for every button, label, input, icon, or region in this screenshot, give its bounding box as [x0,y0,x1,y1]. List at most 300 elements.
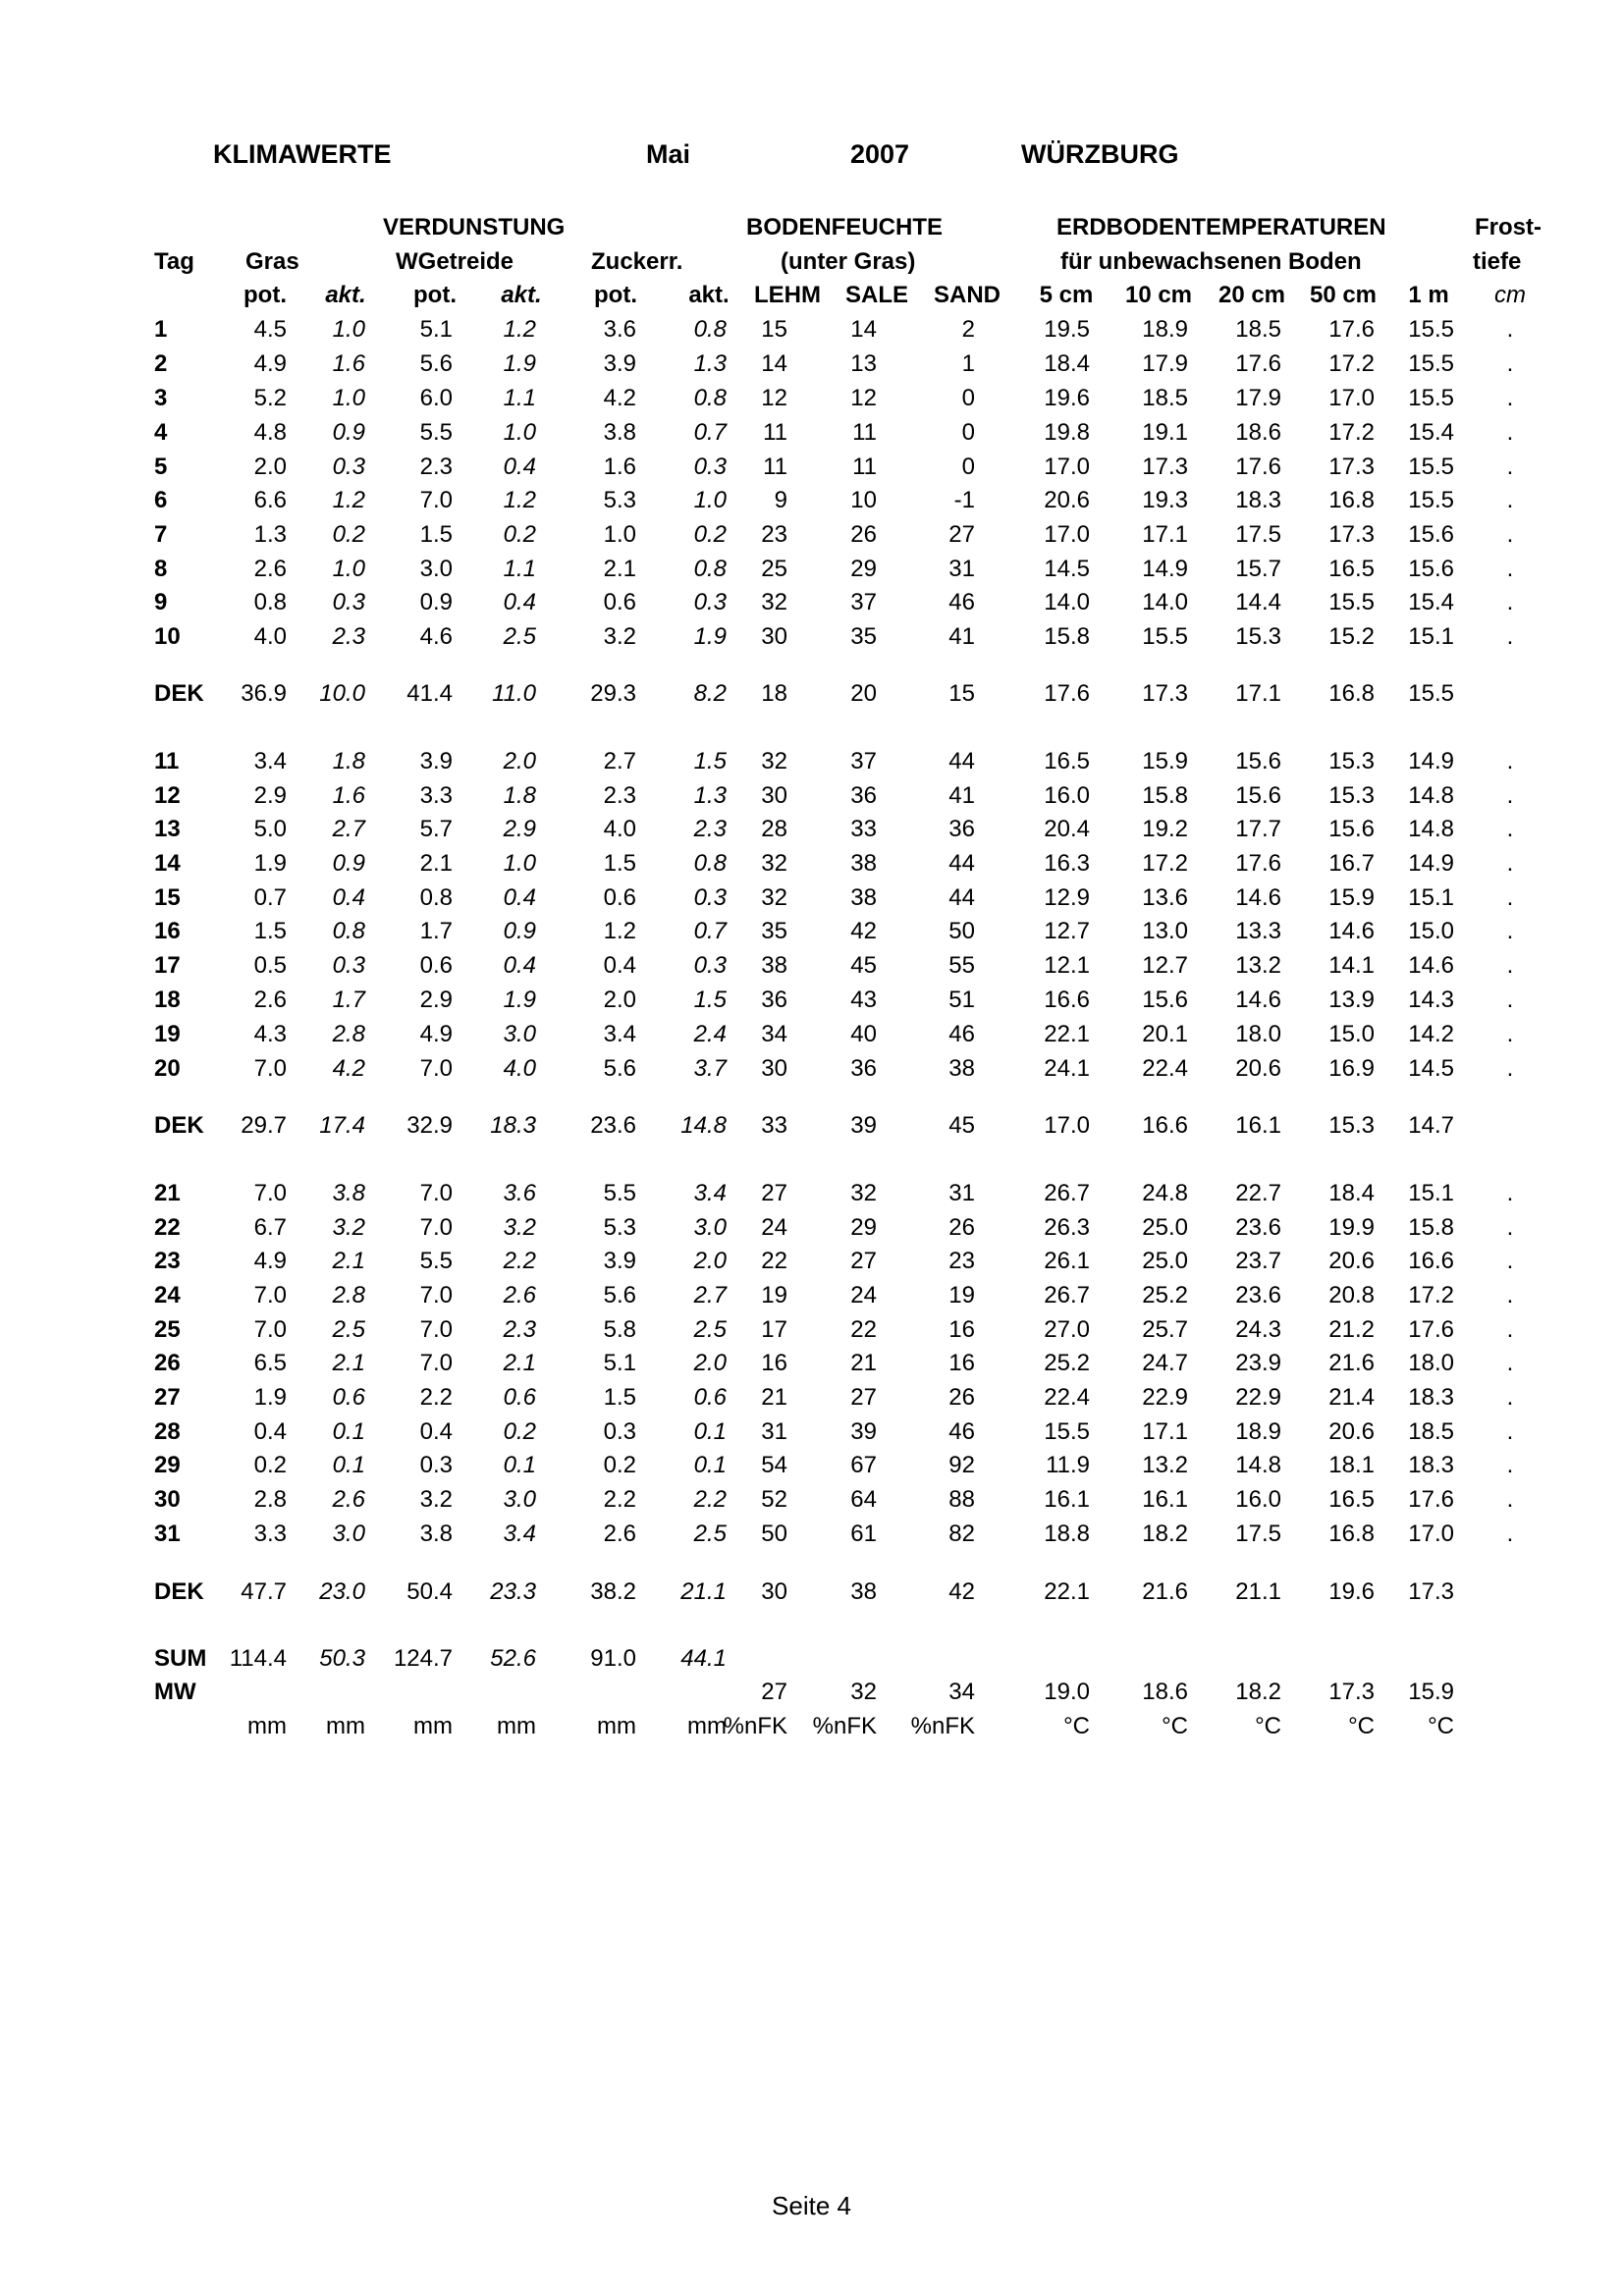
table-cell: 5.3 [603,487,636,513]
row-label: MW [154,1679,196,1705]
table-cell: 44 [948,884,975,911]
table-cell: 27.0 [1044,1316,1090,1343]
table-cell: 20.6 [1044,487,1090,513]
table-cell: 17.1 [1235,680,1281,707]
table-cell: 46 [948,589,975,615]
table-cell: . [1506,1452,1514,1478]
table-cell: 38 [850,1578,877,1605]
table-cell: 3.0 [503,1021,536,1047]
table-cell: 21 [850,1350,877,1376]
table-cell: 55 [948,952,975,979]
table-cell: 0.4 [419,1418,453,1445]
table-cell: 1 [961,350,975,377]
table-cell: 19 [948,1282,975,1308]
table-cell: 25.0 [1142,1248,1188,1274]
column-header-12: 50 cm [1309,282,1378,308]
table-cell: 39 [850,1112,877,1139]
table-cell: 12.9 [1044,884,1090,911]
table-cell: 11 [763,454,787,480]
table-cell: 1.5 [603,1384,636,1411]
doc-year: 2007 [850,139,910,169]
table-cell: 1.7 [419,918,453,944]
table-cell: 13.3 [1235,918,1281,944]
table-cell: 2.0 [253,454,287,480]
row-label: 2 [154,350,168,377]
header-verdunstung: VERDUNSTUNG [383,214,566,240]
table-cell: 37 [850,748,877,774]
table-cell: 19.6 [1044,385,1090,411]
table-cell: 0.6 [332,1384,365,1411]
table-cell: 33 [850,816,877,842]
table-cell: 12.7 [1044,918,1090,944]
table-cell: 1.3 [253,521,287,548]
table-cell: 15.3 [1328,782,1375,809]
table-cell: 36 [948,816,975,842]
table-cell: 2.3 [332,623,365,650]
table-cell: 3.7 [693,1055,727,1082]
table-cell: 16.8 [1328,487,1375,513]
table-cell: 2.6 [503,1282,536,1308]
column-header-2: pot. [413,282,457,308]
row-label: 4 [154,419,168,446]
table-cell: 21.6 [1328,1350,1375,1376]
table-cell: 35 [761,918,787,944]
table-cell: 17.6 [1408,1316,1454,1343]
table-cell: 7.0 [253,1055,287,1082]
table-cell: 0.8 [332,918,365,944]
table-cell: 2.2 [503,1248,536,1274]
table-cell: 14.6 [1235,987,1281,1013]
table-cell: 42 [948,1578,975,1605]
table-cell: 2.0 [693,1350,727,1376]
table-cell: 46 [948,1021,975,1047]
table-cell: 20.6 [1328,1248,1375,1274]
table-cell: 5.6 [603,1055,636,1082]
table-cell: 0.8 [693,316,727,343]
table-cell: 20.1 [1142,1021,1188,1047]
table-cell: 1.3 [693,782,727,809]
table-cell: 22 [761,1248,787,1274]
table-cell: 15.8 [1142,782,1188,809]
table-cell: mm [687,1713,727,1739]
table-cell: . [1506,316,1514,343]
table-cell: 0.1 [693,1418,727,1445]
table-cell: 0 [961,419,975,446]
table-cell: 22.4 [1044,1384,1090,1411]
table-cell: 0.4 [503,589,536,615]
table-cell: . [1506,987,1514,1013]
table-cell: 3.4 [253,748,287,774]
table-cell: 36.9 [241,680,287,707]
table-cell: 23.3 [490,1578,536,1605]
table-cell: 0.7 [693,918,727,944]
table-cell: 17.6 [1328,316,1375,343]
table-cell: 14.6 [1408,952,1454,979]
table-cell: 2.0 [693,1248,727,1274]
table-cell: 50.4 [406,1578,453,1605]
table-cell: 0.2 [503,521,536,548]
table-cell: 0.9 [332,419,365,446]
table-cell: 15.3 [1328,1112,1375,1139]
table-cell: 15.0 [1328,1021,1375,1047]
table-cell: 3.3 [419,782,453,809]
table-cell: 30 [761,1055,787,1082]
column-header-1: akt. [325,282,366,308]
table-cell: 15.6 [1235,748,1281,774]
table-cell: 2.7 [332,816,365,842]
table-cell: 1.2 [603,918,636,944]
column-header-8: SAND [933,282,1001,308]
table-cell: 17.9 [1235,385,1281,411]
table-cell: 0.1 [332,1418,365,1445]
table-cell: %nFK [723,1713,787,1739]
table-cell: 0.5 [253,952,287,979]
table-cell: 23 [948,1248,975,1274]
table-cell: . [1506,1418,1514,1445]
table-cell: 1.5 [603,850,636,877]
table-cell: 18.3 [1408,1452,1454,1478]
table-cell: 1.5 [419,521,453,548]
table-cell: 2.9 [503,816,536,842]
table-cell: 14 [761,350,787,377]
table-cell: 22.1 [1044,1578,1090,1605]
table-cell: 18.5 [1235,316,1281,343]
row-label: 22 [154,1214,181,1241]
table-cell: 5.5 [419,419,453,446]
table-cell: 1.8 [503,782,536,809]
table-cell: 32 [761,850,787,877]
table-cell: 14.4 [1235,589,1281,615]
table-cell: 1.2 [503,316,536,343]
table-cell: 22.9 [1142,1384,1188,1411]
table-cell: 15.5 [1408,487,1454,513]
table-cell: . [1506,419,1514,446]
table-cell: 20 [850,680,877,707]
column-header-9: 5 cm [1039,282,1094,308]
table-cell: 2.5 [693,1521,727,1547]
table-cell: 5.1 [603,1350,636,1376]
table-cell: 5.8 [603,1316,636,1343]
table-cell: 19.2 [1142,816,1188,842]
table-cell: 16.5 [1328,556,1375,582]
table-cell: °C [1162,1713,1188,1739]
table-cell: 13.2 [1142,1452,1188,1478]
table-cell: 26 [948,1214,975,1241]
table-cell: 24.3 [1235,1316,1281,1343]
table-cell: 14.8 [1235,1452,1281,1478]
table-cell: 1.0 [503,419,536,446]
table-cell: 1.9 [253,1384,287,1411]
table-cell: 7.0 [419,1282,453,1308]
table-cell: °C [1348,1713,1375,1739]
table-cell: 3.8 [419,1521,453,1547]
table-cell: 1.1 [503,556,536,582]
table-cell: 17.2 [1328,350,1375,377]
table-cell: 21.2 [1328,1316,1375,1343]
row-label: 6 [154,487,168,513]
table-cell: -1 [953,487,975,513]
table-cell: . [1506,385,1514,411]
table-cell: 38 [761,952,787,979]
table-cell: 3.9 [419,748,453,774]
table-cell: 15.5 [1408,316,1454,343]
header-zuckerr: Zuckerr. [591,248,683,275]
table-cell: 3.0 [503,1486,536,1513]
table-cell: 5.5 [419,1248,453,1274]
table-cell: 2.7 [603,748,636,774]
table-cell: 7.0 [419,1350,453,1376]
table-cell: . [1506,521,1514,548]
table-cell: 16.3 [1044,850,1090,877]
table-cell: 2.3 [503,1316,536,1343]
table-cell: 17.3 [1328,1679,1375,1705]
table-cell: 27 [850,1248,877,1274]
table-cell: 42 [850,918,877,944]
row-label: 7 [154,521,168,548]
row-label: 20 [154,1055,181,1082]
table-cell: 13.9 [1328,987,1375,1013]
row-label: 31 [154,1521,181,1547]
table-cell: 2.1 [332,1248,365,1274]
table-cell: 0.1 [693,1452,727,1478]
table-cell: 4.8 [253,419,287,446]
table-cell: 15.1 [1408,1180,1454,1206]
table-cell: 32 [850,1180,877,1206]
table-cell: 4.9 [253,1248,287,1274]
table-cell: 26.3 [1044,1214,1090,1241]
table-cell: 16.6 [1142,1112,1188,1139]
header-gras: Gras [245,248,299,275]
table-cell: 0.3 [693,454,727,480]
table-cell: 15.4 [1408,419,1454,446]
row-label: 19 [154,1021,181,1047]
table-cell: 45 [948,1112,975,1139]
table-cell: 0.8 [693,850,727,877]
table-cell: 0.3 [693,952,727,979]
table-cell: mm [247,1713,287,1739]
table-cell: 18.6 [1235,419,1281,446]
table-cell: 22.4 [1142,1055,1188,1082]
table-cell: 31 [948,1180,975,1206]
table-cell: 3.0 [419,556,453,582]
table-cell: 7.0 [419,487,453,513]
table-cell: 1.0 [503,850,536,877]
table-cell: 1.6 [332,782,365,809]
table-cell: 92 [948,1452,975,1478]
table-cell: 17.1 [1142,521,1188,548]
table-cell: 12 [850,385,877,411]
table-cell: 1.0 [332,316,365,343]
table-cell: 5.1 [419,316,453,343]
table-cell: . [1506,1180,1514,1206]
table-cell: 19 [761,1282,787,1308]
table-cell: 2.4 [693,1021,727,1047]
table-cell: 14.0 [1142,589,1188,615]
table-cell: 41 [948,623,975,650]
table-cell: 2.3 [693,816,727,842]
table-cell: 26.7 [1044,1282,1090,1308]
table-cell: 15.8 [1408,1214,1454,1241]
table-cell: %nFK [812,1713,877,1739]
table-cell: 2.5 [503,623,536,650]
table-cell: 1.0 [603,521,636,548]
table-cell: 45 [850,952,877,979]
table-cell: 2 [961,316,975,343]
table-cell: 2.8 [332,1282,365,1308]
row-label: 12 [154,782,181,809]
table-cell: 4.6 [419,623,453,650]
table-cell: 50 [948,918,975,944]
row-label: DEK [154,1578,204,1605]
row-label: 23 [154,1248,181,1274]
doc-title: KLIMAWERTE [213,139,392,169]
row-label: 14 [154,850,181,877]
table-cell: 18.2 [1142,1521,1188,1547]
table-cell: 16.8 [1328,680,1375,707]
table-cell: 4.2 [332,1055,365,1082]
table-cell: °C [1063,1713,1090,1739]
table-cell: 18 [761,680,787,707]
table-cell: 23 [761,521,787,548]
table-cell: 34 [948,1679,975,1705]
table-cell: 2.1 [332,1350,365,1376]
table-cell: 17.2 [1142,850,1188,877]
table-cell: mm [413,1713,453,1739]
table-cell: 0.4 [503,454,536,480]
table-cell: 64 [850,1486,877,1513]
table-cell: 0.8 [693,385,727,411]
table-cell: 15.5 [1408,350,1454,377]
row-label: 28 [154,1418,181,1445]
table-cell: . [1506,918,1514,944]
row-label: 27 [154,1384,181,1411]
table-cell: 40 [850,1021,877,1047]
table-cell: . [1506,1214,1514,1241]
table-cell: 2.1 [419,850,453,877]
table-cell: 15.6 [1328,816,1375,842]
table-cell: 0.2 [603,1452,636,1478]
table-cell: . [1506,748,1514,774]
table-cell: 6.5 [253,1350,287,1376]
table-cell: 15.1 [1408,884,1454,911]
table-cell: 2.1 [603,556,636,582]
table-cell: 2.5 [332,1316,365,1343]
row-label: 10 [154,623,181,650]
table-cell: 17.6 [1408,1486,1454,1513]
table-cell: 0.9 [332,850,365,877]
table-cell: 0.6 [419,952,453,979]
table-cell: 7.0 [253,1180,287,1206]
table-cell: 7.0 [419,1055,453,1082]
table-cell: 15.0 [1408,918,1454,944]
table-cell: 54 [761,1452,787,1478]
table-cell: 17.1 [1142,1418,1188,1445]
table-cell: 20.6 [1328,1418,1375,1445]
table-cell: 17 [761,1316,787,1343]
table-cell: 16 [761,1350,787,1376]
table-cell: . [1506,350,1514,377]
table-cell: 1.9 [253,850,287,877]
table-cell: 18.3 [1408,1384,1454,1411]
table-cell: 18.3 [1235,487,1281,513]
table-cell: 14.6 [1235,884,1281,911]
table-cell: 11 [852,454,877,480]
table-cell: 7.0 [253,1316,287,1343]
table-cell: 2.5 [693,1316,727,1343]
table-cell: 24.8 [1142,1180,1188,1206]
table-cell: 17.6 [1235,850,1281,877]
table-cell: 52.6 [490,1645,536,1672]
table-cell: 50 [761,1521,787,1547]
table-cell: 13.6 [1142,884,1188,911]
table-cell: 16.0 [1044,782,1090,809]
table-cell: 0.1 [503,1452,536,1478]
table-cell: 15.6 [1235,782,1281,809]
table-cell: 20.4 [1044,816,1090,842]
table-cell: 4.9 [253,350,287,377]
table-cell: 23.7 [1235,1248,1281,1274]
table-cell: 4.2 [603,385,636,411]
table-cell: 3.9 [603,1248,636,1274]
table-cell: 24 [850,1282,877,1308]
table-cell: 32 [850,1679,877,1705]
table-cell: . [1506,623,1514,650]
table-cell: . [1506,850,1514,877]
table-cell: 2.9 [253,782,287,809]
table-cell: . [1506,782,1514,809]
table-cell: 26.7 [1044,1180,1090,1206]
table-cell: . [1506,454,1514,480]
table-cell: 17.6 [1235,350,1281,377]
table-cell: 2.9 [419,987,453,1013]
table-cell: 3.0 [693,1214,727,1241]
table-cell: 0.6 [693,1384,727,1411]
column-header-14: cm [1494,282,1526,308]
table-cell: 18.9 [1142,316,1188,343]
table-cell: 2.2 [603,1486,636,1513]
table-cell: 0.6 [503,1384,536,1411]
table-cell: 17.2 [1328,419,1375,446]
table-cell: 29.7 [241,1112,287,1139]
table-cell: 29.3 [590,680,636,707]
table-cell: 15.6 [1408,556,1454,582]
table-cell: 15.9 [1142,748,1188,774]
table-cell: 82 [948,1521,975,1547]
table-cell: . [1506,1248,1514,1274]
table-cell: 3.4 [603,1021,636,1047]
table-cell: . [1506,952,1514,979]
table-cell: . [1506,816,1514,842]
table-cell: 20.6 [1235,1055,1281,1082]
table-cell: 17.0 [1328,385,1375,411]
table-cell: 7.0 [253,1282,287,1308]
table-cell: 2.0 [603,987,636,1013]
table-cell: . [1506,1384,1514,1411]
table-cell: 16.1 [1142,1486,1188,1513]
table-cell: 14.5 [1044,556,1090,582]
table-cell: 3.3 [253,1521,287,1547]
table-cell: 19.8 [1044,419,1090,446]
table-cell: 38 [850,884,877,911]
row-label: 18 [154,987,181,1013]
table-cell: 2.2 [419,1384,453,1411]
table-cell: 4.3 [253,1021,287,1047]
table-cell: 27 [761,1180,787,1206]
table-cell: 38.2 [590,1578,636,1605]
table-cell: 6.6 [253,487,287,513]
table-cell: mm [597,1713,636,1739]
table-cell: 14.0 [1044,589,1090,615]
